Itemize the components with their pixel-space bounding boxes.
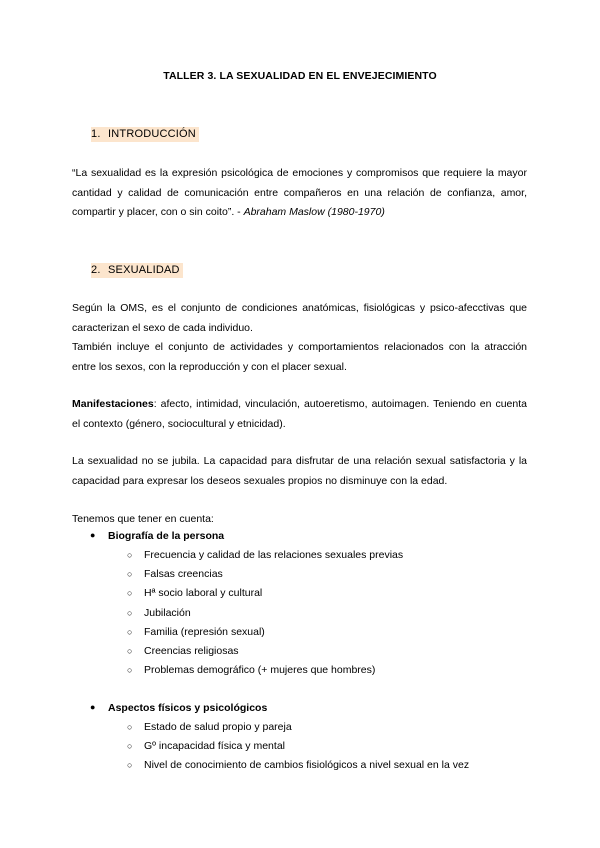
heading-highlight [91,263,183,278]
list-item: ○ Hª socio laboral y cultural [127,584,403,603]
document-title: TALLER 3. LA SEXUALIDAD EN EL ENVEJECIMIENTO [163,70,437,82]
manifestaciones-paragraph [72,395,527,434]
tenemos-text: Tenemos que tener en cuenta: [72,513,214,525]
aspectos-sublist [127,718,469,776]
bullet-biografia [90,530,224,542]
bullet-icon: ● [90,530,96,540]
jubila-paragraph [72,452,527,491]
manifestaciones-label: Manifestaciones [72,398,154,410]
biografia-sublist [127,546,403,680]
circle-bullet-icon: ○ [127,569,133,580]
section-heading-sexualidad [91,264,183,276]
list-item: ○ Falsas creencias [127,565,403,584]
list-item: ○ Gº incapacidad física y mental [127,737,469,756]
manifestaciones-text: : afecto, intimidad, vinculación, autoeretismo, autoimagen. Teniendo en cuenta el contexto (género, sociocultural y etnicidad). [72,398,527,430]
circle-bullet-icon: ○ [127,722,133,732]
jubila-text: La sexualidad no se jubila. La capacidad para disfrutar de una relación sexual satisfactoria y la capacidad para expresar los deseos sexuales propios no disminuye con la edad. [72,455,527,487]
circle-bullet-icon: ○ [127,588,133,599]
heading-highlight [91,127,199,142]
list-item: ○ Nivel de conocimiento de cambios fisiológicos a nivel sexual en la vez [127,756,469,775]
section-label: SEXUALIDAD [108,264,180,276]
circle-bullet-icon: ○ [127,665,133,676]
list-item: ○ Creencias religiosas [127,642,403,661]
quote-author: Abraham Maslow (1980-1970) [243,206,385,218]
section-number: 1. [91,128,101,140]
section-label: INTRODUCCIÓN [108,128,196,140]
section-heading-introduccion [91,128,199,140]
circle-bullet-icon: ○ [127,607,133,618]
intro-quote: “La sexualidad es la expresión psicológica de emociones y compromisos que requiere la mayor cantidad y calidad de comunicación entre compañeros en una relación de confianza, amor, compartir y placer, con o sin coito”. - [72,167,527,218]
bullet-label: Biografía de la persona [108,530,225,542]
list-item: ○ Jubilación [127,604,403,623]
list-item: ○ Problemas demográfico (+ mujeres que hombres) [127,661,403,680]
section-number: 2. [91,264,101,276]
circle-bullet-icon: ○ [127,626,133,637]
list-item: ○ Estado de salud propio y pareja [127,718,469,737]
tenemos-paragraph [72,510,527,530]
list-item: ○ Familia (represión sexual) [127,623,403,642]
circle-bullet-icon: ○ [127,741,133,752]
intro-quote-paragraph [72,164,527,223]
circle-bullet-icon: ○ [127,760,133,771]
bullet-aspectos [90,702,267,714]
definition-text-2: También incluye el conjunto de actividades y comportamientos relacionados con la atracción entre los sexos, con la reproducción y con el placer sexual. [72,341,527,373]
list-item: ○ Frecuencia y calidad de las relaciones sexuales previas [127,546,403,565]
definition-text-1: Según la OMS, es el conjunto de condiciones anatómicas, fisiológicas y psico-afecctivas que caracterizan el sexo de cada individuo. [72,302,527,334]
definition-paragraph [72,299,527,377]
circle-bullet-icon: ○ [127,645,133,656]
circle-bullet-icon: ○ [127,550,133,560]
bullet-label: Aspectos físicos y psicológicos [108,702,268,714]
bullet-icon: ● [90,702,96,712]
